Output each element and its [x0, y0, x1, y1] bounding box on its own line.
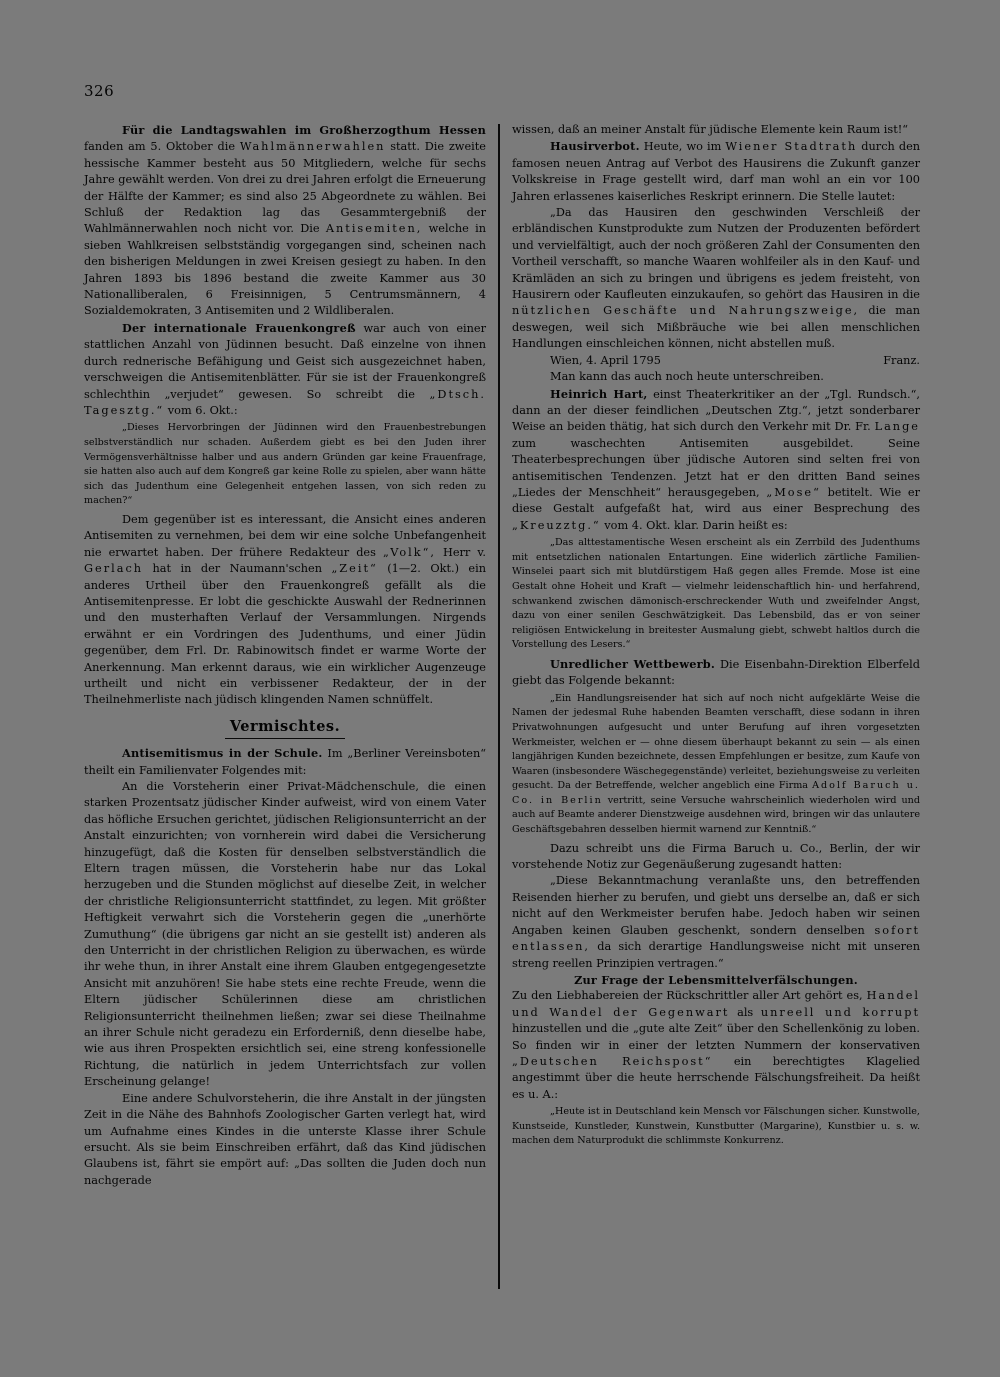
article-text: Heute, wo im [643, 140, 722, 154]
article-continuation: wissen, daß an meiner Anstalt für jüdische Elemente kein Raum ist!“ [512, 123, 909, 136]
article-text: Zu den Liebhabereien der Rückschrittler aller Art gehört es, [512, 989, 863, 1003]
emphasized-text: „Deutschen Reichspost“ [512, 1054, 713, 1068]
article-lebensmittel [512, 988, 920, 1103]
emphasized-text: Gerlach [84, 562, 144, 576]
emphasized-text: „Kreuzztg.“ [512, 518, 601, 532]
right-column [512, 122, 920, 1152]
block-quote [512, 692, 920, 838]
quoted-letter [512, 873, 920, 971]
emphasized-text: Wahlmännerwahlen [239, 140, 386, 154]
article-text: fanden am 5. Oktober die [84, 140, 236, 154]
section-divider [225, 738, 345, 739]
article-frauenkongress [84, 320, 486, 419]
emphasized-text: sofort entlassen, [512, 923, 920, 954]
article-landtagswahlen [84, 122, 486, 320]
article-text: war auch von einer stattlichen Anzahl von Jüdinnen besucht. Daß einzelne von ihnen durch rednerische Befähigung und Geist sich ausgezeichnet haben, verschweigen die Antisemitenblätter. Für sie ist der Frauenkongreß schlechthin „verjudet“ gewesen. So schreibt die [84, 321, 487, 401]
quote-text: vertritt, seine Versuche wahrscheinlich wiederholen wird und auch auf Beamte anderer Dienstzweige ausdehnen wird, bringen wir das unlautere Geschäftsgebahren desselben hiermit warnend zur Kenntniß.“ [512, 794, 921, 836]
emphasized-text: Adolf Baruch u. Co. in Berlin [512, 780, 920, 806]
article-heading: Zur Frage der Lebensmittelverfälschungen. [574, 972, 858, 987]
article-heinrich-hart [512, 386, 920, 535]
article-text: statt. Die zweite hessische Kammer besteht aus 50 Mitgliedern, welche für sechs Jahre gewählt werden. Von drei zu drei Jahren erfolgt die Erneuerung der Hälfte der Kammer; es sind also 25 Abgeordnete zu wählen. Bei Schluß der Redaktion lag das Gesammtergebniß der Wahlmännerwahlen noch nicht vor. Die [84, 140, 486, 236]
article-paragraph: Eine andere Schulvorsteherin, die ihre Anstalt in der jüngsten Zeit in die Nähe des Bahnhofs Zoologischer Garten verlegt hat, wird um Aufnahme eines Kindes in die unterste Klasse ihrer Schule ersucht. Als sie beim Einschreiben erfährt, daß das Kind jüdischen Glaubens ist, fährt sie empört auf: „Das sollten die Juden doch nun nachgerade [84, 1091, 486, 1187]
article-paragraph: An die Vorsteherin einer Privat-Mädchenschule, die einen starken Prozentsatz jüdischer Kinder aufweist, wird von einem Vater das höfliche Ersuchen gerichtet, jüdischen Religionsunterricht an der Anstalt einzurichten; von vornherein wird dabei die Versicherung hinzugefügt, daß die Kosten für denselben selbstverständlich die Eltern tragen müssen, die Vorsteherin habe nur das Lokal herzugeben und die Stunden möglichst auf dieselbe Zeit, in welcher der christliche Religionsunterricht stattfindet, zu legen. Mit größter Heftigkeit verwahrt sich die Vorsteherin gegen die „unerhörte Zumuthung“ (die übrigens gar nicht an sie gestellt ist) anderen als den Unterricht in der christlichen Religion zu überwachen, es würde ihr wehe thun, in ihrer Anstalt eine ihrem Glauben entgegengesetzte Ansicht mit anzuhören! Sie habe stets eine rechte Freude, wenn die Eltern jüdischer Schülerinnen diese am christlichen Religionsunterricht theilnehmen ließen; zwar sei diese Theilnahme an ihrer Schule nicht geradezu ein Erforderniß, denn dieselbe habe, wie aus ihren Prospekten ersichtlich sei, eine streng konfessionelle Richtung, die natürlich in jedem Unterrichtsfach zur vollen Erscheinung gelange! [84, 779, 486, 1089]
block-quote: „Heute ist in Deutschland kein Mensch vor Fälschungen sicher. Kunstwolle, Kunstseide, Kunstleder, Kunstwein, Kunstbutter (Margarine), Kunstbier u. s. w. machen dem Naturprodukt die schlimmste Konkurrenz. [512, 1106, 920, 1147]
article-heading: Unredlicher Wettbewerb. [550, 656, 716, 671]
quote-text: „Ein Handlungsreisender hat sich auf noch nicht aufgeklärte Weise die Namen der jedesmal Ruhe habenden Beamten verschafft, diese sodann in ihren Privatwohnungen aufgesucht und unter Berufung auf ihren vorgesetzten Werkmeister, welchen er — ohne diesem überhaupt bekannt zu sein — als einen langjährigen Kunden bezeichnete, dessen Empfehlungen er besitze, zum Kaufe von Waaren (insbesondere Wäschegegenstände) verleitet, beziehungsweise zu verleiten gesucht. Da der Betreffende, welcher angeblich eine Firma [512, 692, 921, 792]
emphasized-text: „Zeit“ [331, 562, 378, 576]
emphasized-text: Handel und Wandel der Gegenwart [512, 989, 921, 1019]
quote-text: „Diese Bekanntmachung veranlaßte uns, den betreffenden Reisenden hierher zu berufen, und giebt uns derselbe an, daß er sich nicht auf den Werkmeister berufen habe. Jedoch haben wir seinen Angaben keinen Glauben geschenkt, sondern denselben [512, 874, 920, 937]
quote-text: da sich derartige Handlungsweise nicht mit unseren streng reellen Prinzipien vertragen.“ [512, 940, 921, 970]
decree-date: Wien, 4. April 1795 [550, 353, 661, 367]
left-column [84, 122, 486, 1189]
quote-text: die man deswegen, weil sich Mißbräuche wie bei allen menschlichen Handlungen einschleichen können, nicht abstellen muß. [512, 304, 920, 351]
article-antisemitismus-schule [84, 745, 486, 779]
decree-dateline [512, 353, 920, 369]
page-number: 326 [84, 82, 115, 100]
article-text: vom 6. Okt.: [167, 403, 238, 417]
article-text: Im „Berliner Vereinsboten“ theilt ein Familienvater Folgendes mit: [84, 747, 487, 777]
article-text: Herr v. [443, 545, 487, 559]
emphasized-text: „Mose“ [766, 485, 821, 499]
article-text: hinzustellen und die „gute alte Zeit“ über den Schellenkönig zu loben. So finden wir in einer der letzten Nummern der konservativen [512, 1022, 920, 1052]
article-text: welche in sieben Wahlkreisen selbstständig vorgegangen sind, scheinen nach den bisherigen Meldungen in zwei Kreisen gesiegt zu haben. In den Jahren 1893 bis 1896 bestand die zweite Kammer aus 30 Nationalliberalen, 6 Freisinnigen, 5 Centrumsmännern, 4 Sozialdemokraten, 3 Antisemiten und 2 Wildliberalen. [84, 222, 486, 318]
article-heading: Für die Landtagswahlen im Großherzogthum Hessen [122, 123, 486, 137]
article-text: einst Theaterkritiker an der „Tgl. Rundsch.“, dann an der dieser feindlichen „Deutschen Ztg.“, jetzt sonderbarer Weise an beiden thätig, hat sich durch den Verkehr mit Dr. Fr. [512, 387, 921, 434]
emphasized-text: Wiener Stadtrath [725, 140, 858, 154]
article-text: Dem gegenüber ist es interessant, die Ansicht eines anderen Antisemiten zu vernehmen, bei dem wir eine solche Unbefangenheit nie erwartet haben. Der frühere Redakteur des [84, 512, 486, 559]
article-paragraph: Dazu schreibt uns die Firma Baruch u. Co., Berlin, der wir vorstehende Notiz zur Gegenäußerung zugesandt hatten: [512, 841, 920, 872]
article-hausirverbot [512, 138, 920, 205]
article-heading: Der internationale Frauenkongreß [122, 320, 356, 335]
block-quote: „Das alttestamentische Wesen erscheint als ein Zerrbild des Judenthums mit entsetzlichen nationalen Entartungen. Eine widerlich zärtliche Familien-Winselei paart sich mit blutdürstigem Haß gegen alles Fremde. Mose ist eine Gestalt ohne Hoheit und Kraft — vielmehr leidenschaftlich hin- und herfahrend, schwankend zwischen dämonisch-erschreckender Wuth und zweifelnder Angst, dazu von einer senilen Geschwätzigkeit. Das Lebensbild, das er von seiner religiösen Entwickelung in breitester Ausmalung giebt, schwebt haltlos durch die Vorstellung des Lesers.“ [512, 537, 920, 651]
emphasized-text: Antisemiten, [325, 222, 423, 236]
emphasized-text: Lange [874, 420, 920, 434]
emphasized-text: unreell und korrupt [760, 1005, 920, 1019]
article-text: als [737, 1005, 754, 1019]
quote-text: „Da das Hausiren den geschwinden Verschleiß der erbländischen Kunstprodukte zum Nutzen der Produzenten befördert und vervielfältigt, auch der noch größeren Zahl der Consumenten den Vortheil verschafft, so manche Waaren wohlfeiler als in den Kauf- und Krämläden an sich zu bringen und übrigens es jedem freisteht, von Hausirern oder Kaufleuten einzukaufen, so gehört das Hausiren in die [512, 206, 920, 302]
block-quote: „Dieses Hervorbringen der Jüdinnen wird den Frauenbestrebungen selbstverständlich nur schaden. Außerdem giebt es bei den Juden ihrer Vermögensverhältnisse halber und aus andern Gründen gar keine Frauenfrage, sie hatten also auch auf dem Kongreß gar keine Rolle zu spielen, aber wann hätte sich das Judenthum eine Gelegenheit entgehen lassen, von sich reden zu machen?“ [84, 422, 486, 507]
article-text: betitelt. Wie er diese Gestalt aufgefaßt hat, wird aus einer Besprechung des [512, 485, 921, 516]
article-heading: Antisemitismus in der Schule. [122, 746, 323, 761]
emphasized-text: „Volk“, [382, 545, 436, 559]
article-text: durch den famosen neuen Antrag auf Verbot des Hausirens die Zukunft ganzer Volkskreise in Frage gestellt wird, darf man wohl an ein vor 100 Jahren erlassenes kaiserliches Reskript erinnern. Die Stelle lautet: [512, 140, 921, 203]
column-divider [498, 124, 500, 1289]
emphasized-text: „Dtsch. Tagesztg.“ [84, 387, 486, 417]
article-text: hat in der Naumann'schen [152, 562, 322, 576]
article-heading: Heinrich Hart, [550, 386, 648, 401]
article-heading: Hausirverbot. [550, 139, 640, 154]
decree-signature: Franz. [883, 353, 920, 367]
section-title: Vermischtes. [229, 717, 341, 735]
article-paragraph [84, 512, 486, 709]
article-text: (1—2. Okt.) ein anderes Urtheil über den Frauenkongreß gefällt als die Antisemitenpresse. Er lobt die geschickte Auswahl der Rednerinnen und den musterhaften Verlauf der Versammlungen. Nirgends erwähnt er ein Vordringen des Judenthums, und einer Jüdin gegenüber, dem Frl. Dr. Rabinowitsch findet er warme Worte der Anerkennung. Man erkennt daraus, wie ein wirklicher Augenzeuge urtheilt und nicht ein verbissener Redakteur, der in der Theilnehmerliste nach jüdisch klingenden Namen schnüffelt. [84, 562, 487, 707]
article-text: ein berechtigtes Klagelied angestimmt über die heute herrschende Fälschungsfreiheit. Da heißt es u. A.: [512, 1054, 920, 1101]
article-text: vom 4. Okt. klar. Darin heißt es: [604, 518, 788, 532]
emphasized-text: nützlichen Geschäfte und Nahrungszweige, [512, 304, 860, 318]
article-paragraph: Man kann das auch noch heute unterschreiben. [550, 370, 824, 384]
article-unredlicher-wettbewerb [512, 656, 920, 690]
article-text: Die Eisenbahn-Direktion Elberfeld giebt das Folgende bekannt: [512, 657, 920, 688]
article-text: zum waschechten Antisemiten ausgebildet. Seine Theaterbesprechungen über jüdische Autoren sind selten frei von antisemitischen Tendenzen. Jetzt hat er den dritten Band seines „Liedes der Menschheit“ herausgegeben, [512, 436, 920, 499]
quoted-decree [512, 205, 920, 353]
